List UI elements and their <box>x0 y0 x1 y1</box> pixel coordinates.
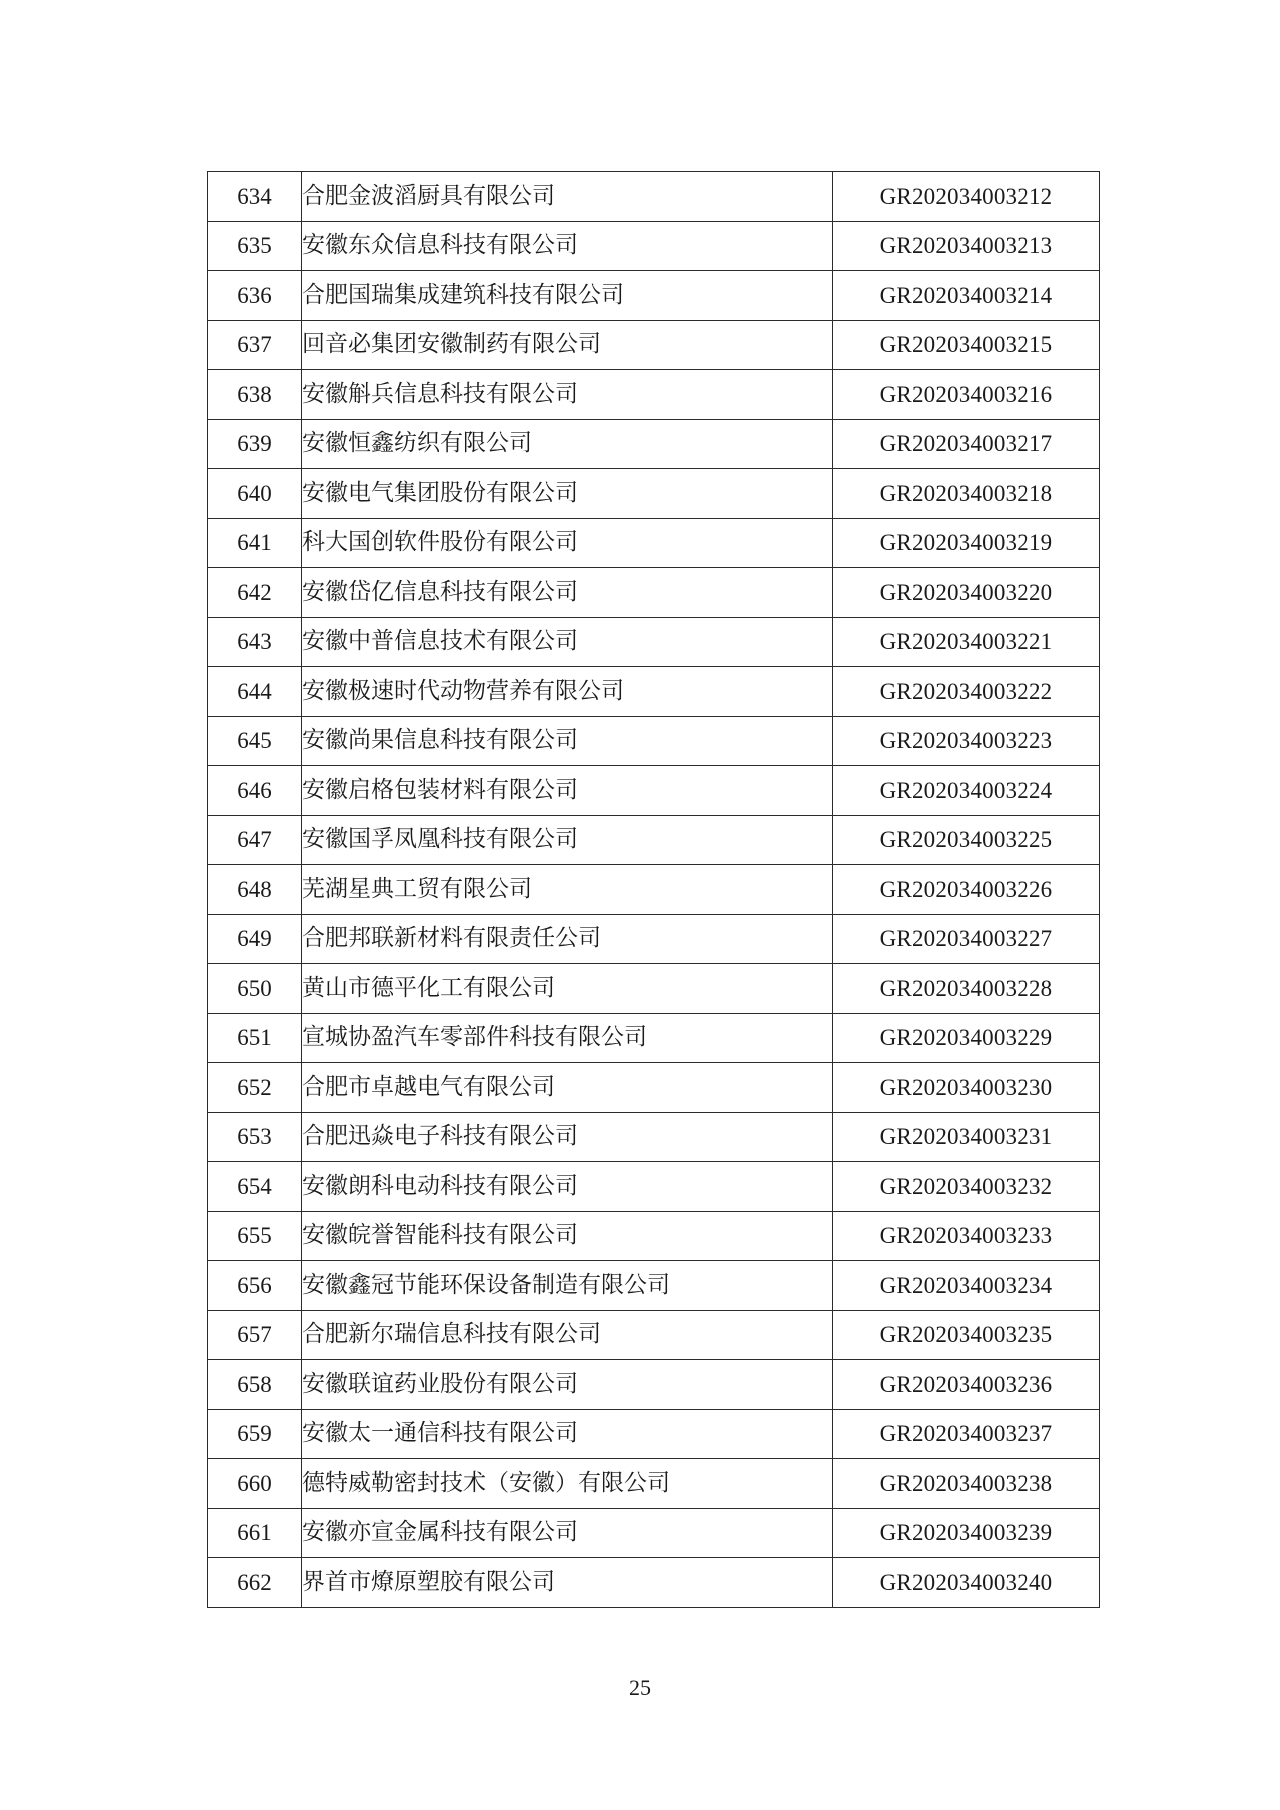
row-number-cell: 654 <box>208 1162 302 1212</box>
table-row <box>208 667 1100 717</box>
table-row <box>208 865 1100 915</box>
company-name-cell: 安徽尚果信息科技有限公司 <box>302 716 833 766</box>
company-name-cell: 安徽亦宣金属科技有限公司 <box>302 1508 833 1558</box>
certificate-code-cell: GR202034003219 <box>833 518 1100 568</box>
certificate-code-cell: GR202034003236 <box>833 1360 1100 1410</box>
company-name-cell: 安徽恒鑫纺织有限公司 <box>302 419 833 469</box>
table-row <box>208 1063 1100 1113</box>
company-name-cell: 德特威勒密封技术（安徽）有限公司 <box>302 1459 833 1509</box>
row-number-cell: 643 <box>208 617 302 667</box>
company-name-cell: 黄山市德平化工有限公司 <box>302 964 833 1014</box>
certificate-code-cell: GR202034003228 <box>833 964 1100 1014</box>
row-number-cell: 636 <box>208 271 302 321</box>
table-row <box>208 1459 1100 1509</box>
row-number-cell: 650 <box>208 964 302 1014</box>
table-row <box>208 271 1100 321</box>
company-name-cell: 合肥迅焱电子科技有限公司 <box>302 1112 833 1162</box>
certificate-code-cell: GR202034003216 <box>833 370 1100 420</box>
company-name-cell: 安徽中普信息技术有限公司 <box>302 617 833 667</box>
certificate-code-cell: GR202034003234 <box>833 1261 1100 1311</box>
certificate-code-cell: GR202034003229 <box>833 1013 1100 1063</box>
table-row <box>208 1112 1100 1162</box>
table-row <box>208 1409 1100 1459</box>
row-number-cell: 634 <box>208 172 302 222</box>
table-row <box>208 716 1100 766</box>
table-row <box>208 469 1100 519</box>
row-number-cell: 651 <box>208 1013 302 1063</box>
certificate-code-cell: GR202034003223 <box>833 716 1100 766</box>
table-row <box>208 914 1100 964</box>
company-name-cell: 合肥金波滔厨具有限公司 <box>302 172 833 222</box>
table-row <box>208 568 1100 618</box>
certificate-code-cell: GR202034003227 <box>833 914 1100 964</box>
row-number-cell: 658 <box>208 1360 302 1410</box>
row-number-cell: 649 <box>208 914 302 964</box>
company-table-body <box>208 172 1100 1608</box>
table-row <box>208 1508 1100 1558</box>
row-number-cell: 642 <box>208 568 302 618</box>
company-name-cell: 科大国创软件股份有限公司 <box>302 518 833 568</box>
row-number-cell: 638 <box>208 370 302 420</box>
row-number-cell: 657 <box>208 1310 302 1360</box>
company-name-cell: 安徽联谊药业股份有限公司 <box>302 1360 833 1410</box>
table-row <box>208 320 1100 370</box>
company-name-cell: 界首市燎原塑胶有限公司 <box>302 1558 833 1608</box>
certificate-code-cell: GR202034003222 <box>833 667 1100 717</box>
row-number-cell: 647 <box>208 815 302 865</box>
table-row <box>208 1162 1100 1212</box>
company-name-cell: 安徽岱亿信息科技有限公司 <box>302 568 833 618</box>
table-row <box>208 1013 1100 1063</box>
row-number-cell: 645 <box>208 716 302 766</box>
certificate-code-cell: GR202034003218 <box>833 469 1100 519</box>
certificate-code-cell: GR202034003214 <box>833 271 1100 321</box>
company-name-cell: 安徽皖誉智能科技有限公司 <box>302 1211 833 1261</box>
certificate-code-cell: GR202034003230 <box>833 1063 1100 1113</box>
row-number-cell: 660 <box>208 1459 302 1509</box>
company-name-cell: 安徽斛兵信息科技有限公司 <box>302 370 833 420</box>
row-number-cell: 653 <box>208 1112 302 1162</box>
certificate-code-cell: GR202034003217 <box>833 419 1100 469</box>
certificate-code-cell: GR202034003225 <box>833 815 1100 865</box>
certificate-code-cell: GR202034003215 <box>833 320 1100 370</box>
certificate-code-cell: GR202034003233 <box>833 1211 1100 1261</box>
company-table <box>207 171 1100 1608</box>
row-number-cell: 640 <box>208 469 302 519</box>
row-number-cell: 659 <box>208 1409 302 1459</box>
page-number: 25 <box>629 1675 651 1700</box>
certificate-code-cell: GR202034003213 <box>833 221 1100 271</box>
row-number-cell: 656 <box>208 1261 302 1311</box>
company-name-cell: 安徽电气集团股份有限公司 <box>302 469 833 519</box>
row-number-cell: 637 <box>208 320 302 370</box>
table-row <box>208 964 1100 1014</box>
certificate-code-cell: GR202034003239 <box>833 1508 1100 1558</box>
company-name-cell: 合肥国瑞集成建筑科技有限公司 <box>302 271 833 321</box>
row-number-cell: 639 <box>208 419 302 469</box>
company-name-cell: 安徽太一通信科技有限公司 <box>302 1409 833 1459</box>
company-name-cell: 合肥新尔瑞信息科技有限公司 <box>302 1310 833 1360</box>
company-name-cell: 回音必集团安徽制药有限公司 <box>302 320 833 370</box>
table-row <box>208 1211 1100 1261</box>
row-number-cell: 646 <box>208 766 302 816</box>
table-row <box>208 1360 1100 1410</box>
certificate-code-cell: GR202034003231 <box>833 1112 1100 1162</box>
company-name-cell: 安徽鑫冠节能环保设备制造有限公司 <box>302 1261 833 1311</box>
certificate-code-cell: GR202034003237 <box>833 1409 1100 1459</box>
table-row <box>208 766 1100 816</box>
row-number-cell: 662 <box>208 1558 302 1608</box>
certificate-code-cell: GR202034003235 <box>833 1310 1100 1360</box>
table-row <box>208 172 1100 222</box>
table-row <box>208 617 1100 667</box>
row-number-cell: 648 <box>208 865 302 915</box>
company-name-cell: 芜湖星典工贸有限公司 <box>302 865 833 915</box>
company-name-cell: 安徽朗科电动科技有限公司 <box>302 1162 833 1212</box>
certificate-code-cell: GR202034003220 <box>833 568 1100 618</box>
certificate-code-cell: GR202034003238 <box>833 1459 1100 1509</box>
table-row <box>208 419 1100 469</box>
certificate-code-cell: GR202034003232 <box>833 1162 1100 1212</box>
certificate-code-cell: GR202034003221 <box>833 617 1100 667</box>
table-row <box>208 815 1100 865</box>
certificate-code-cell: GR202034003212 <box>833 172 1100 222</box>
company-name-cell: 安徽启格包装材料有限公司 <box>302 766 833 816</box>
company-name-cell: 安徽东众信息科技有限公司 <box>302 221 833 271</box>
certificate-code-cell: GR202034003226 <box>833 865 1100 915</box>
certificate-code-cell: GR202034003224 <box>833 766 1100 816</box>
company-name-cell: 合肥邦联新材料有限责任公司 <box>302 914 833 964</box>
company-name-cell: 安徽极速时代动物营养有限公司 <box>302 667 833 717</box>
table-row <box>208 370 1100 420</box>
table-row <box>208 221 1100 271</box>
row-number-cell: 635 <box>208 221 302 271</box>
table-row <box>208 518 1100 568</box>
row-number-cell: 655 <box>208 1211 302 1261</box>
row-number-cell: 661 <box>208 1508 302 1558</box>
table-row <box>208 1261 1100 1311</box>
table-row <box>208 1310 1100 1360</box>
company-name-cell: 合肥市卓越电气有限公司 <box>302 1063 833 1113</box>
table-row <box>208 1558 1100 1608</box>
certificate-code-cell: GR202034003240 <box>833 1558 1100 1608</box>
row-number-cell: 644 <box>208 667 302 717</box>
row-number-cell: 641 <box>208 518 302 568</box>
row-number-cell: 652 <box>208 1063 302 1113</box>
company-name-cell: 宣城协盈汽车零部件科技有限公司 <box>302 1013 833 1063</box>
company-name-cell: 安徽国孚凤凰科技有限公司 <box>302 815 833 865</box>
